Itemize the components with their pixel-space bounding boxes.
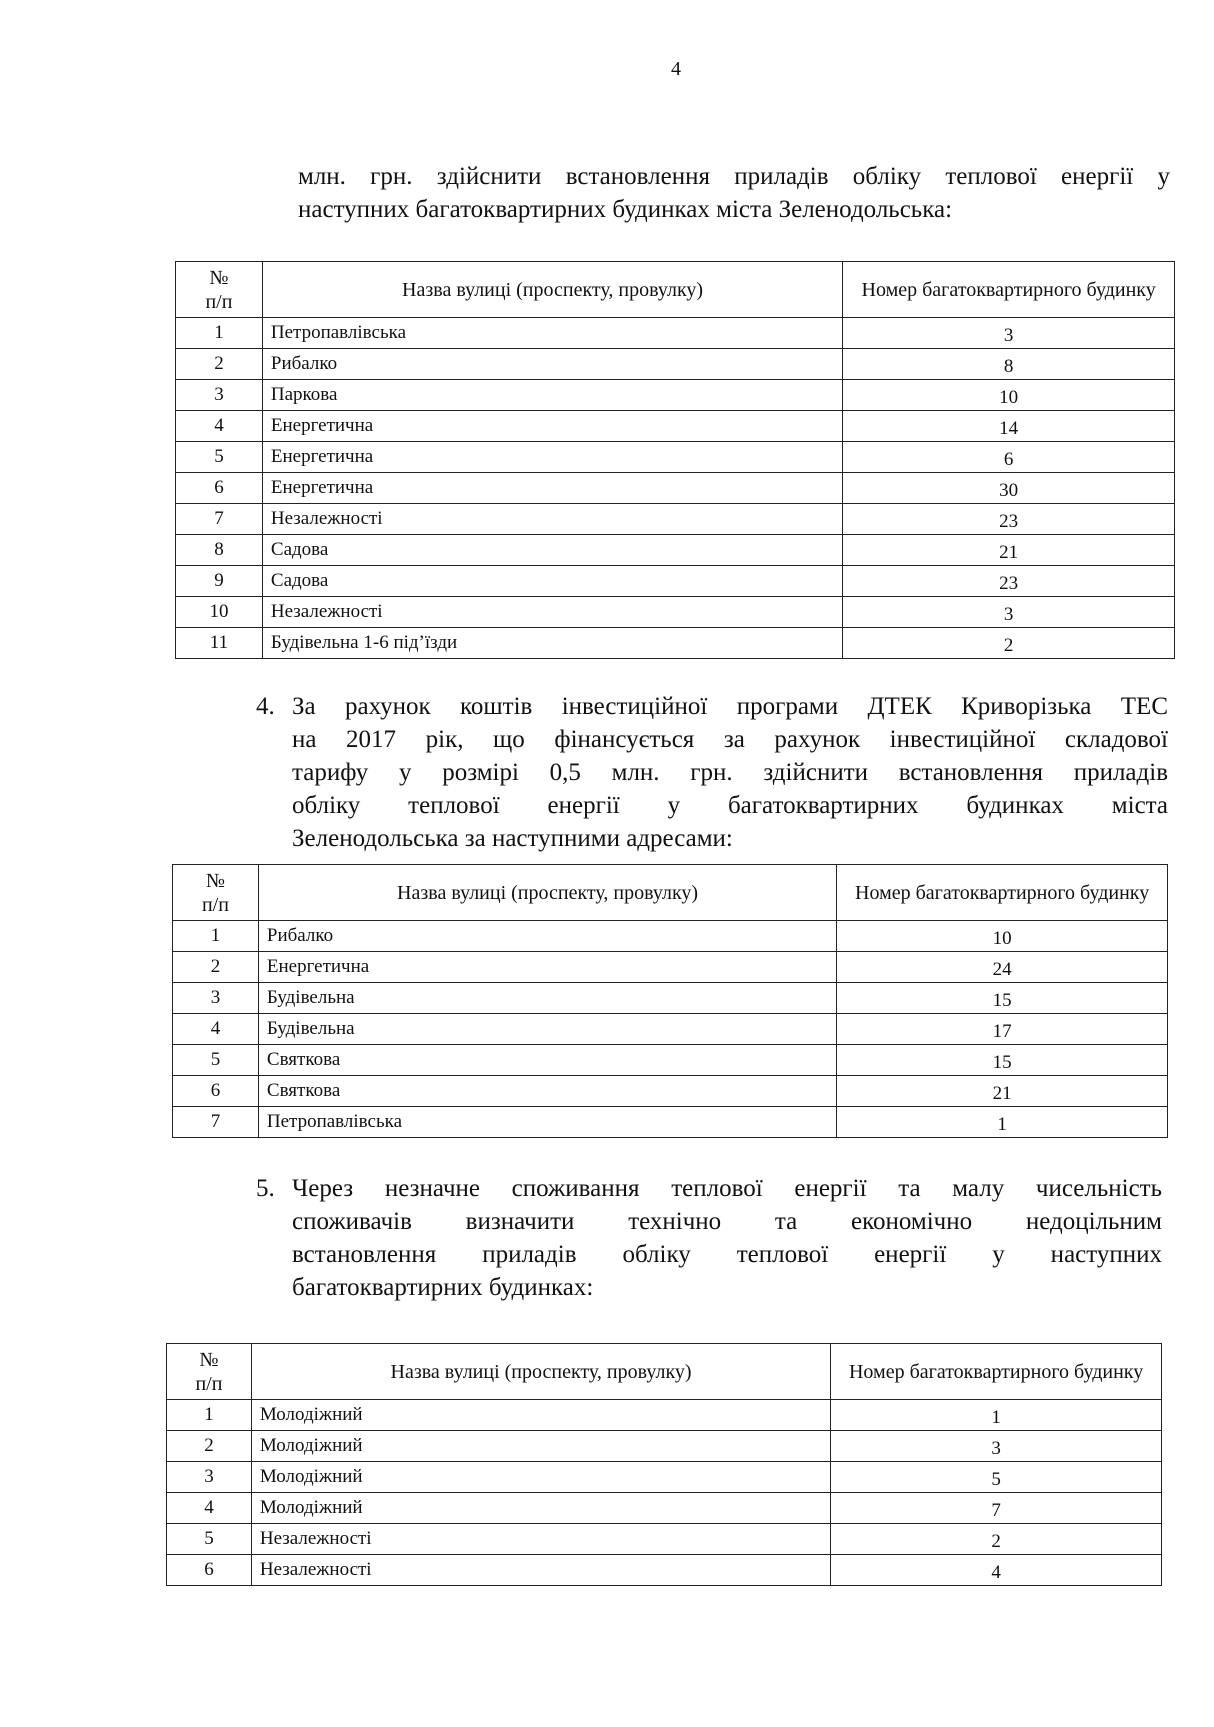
table-row [176, 411, 1175, 442]
house-number: 30 [843, 473, 1175, 504]
street-name: Молодіжний [251, 1462, 830, 1493]
row-number: 7 [176, 504, 263, 535]
paragraph-line: млн. грн. здійснити встановлення приладів обліку теплової енергії у [298, 163, 1170, 190]
table-row [176, 318, 1175, 349]
house-number: 21 [837, 1076, 1168, 1107]
street-name: Молодіжний [251, 1493, 830, 1524]
table-row [176, 628, 1175, 659]
paragraph-line: тарифу у розмірі 0,5 млн. грн. здійснити встановлення приладів [292, 759, 1168, 786]
row-number: 7 [173, 1107, 259, 1138]
header-street: Назва вулиці (проспекту, провулку) [262, 262, 842, 318]
house-number: 7 [831, 1493, 1162, 1524]
table-row [176, 504, 1175, 535]
row-number: 2 [173, 952, 259, 983]
street-name: Незалежності [262, 597, 842, 628]
house-number: 3 [843, 597, 1175, 628]
street-name: Петропавлівська [262, 318, 842, 349]
table-row [173, 1107, 1168, 1138]
row-number: 6 [176, 473, 263, 504]
table-row [167, 1462, 1162, 1493]
table-row [176, 380, 1175, 411]
table-row [173, 1076, 1168, 1107]
header-street: Назва вулиці (проспекту, провулку) [251, 1344, 830, 1400]
table-row [167, 1400, 1162, 1431]
street-name: Незалежності [251, 1555, 830, 1586]
paragraph-line: наступних багатоквартирних будинках міста Зеленодольська: [298, 196, 953, 223]
header-house: Номер багатоквартирного будинку [831, 1344, 1162, 1400]
paragraph-line: споживачів визначити технічно та економічно недоцільним [292, 1208, 1162, 1235]
row-number: 10 [176, 597, 263, 628]
header-street: Назва вулиці (проспекту, провулку) [258, 865, 836, 921]
house-number: 21 [843, 535, 1175, 566]
row-number: 6 [173, 1076, 259, 1107]
row-number: 1 [167, 1400, 252, 1431]
row-number: 1 [176, 318, 263, 349]
row-number: 4 [173, 1014, 259, 1045]
row-number: 9 [176, 566, 263, 597]
table-row [173, 921, 1168, 952]
row-number: 8 [176, 535, 263, 566]
row-number: 5 [176, 442, 263, 473]
table-header-row [176, 262, 1175, 318]
row-number: 5 [167, 1524, 252, 1555]
row-number: 4 [176, 411, 263, 442]
row-number: 11 [176, 628, 263, 659]
header-number: № п/п [176, 262, 263, 318]
street-name: Енергетична [258, 952, 836, 983]
paragraph-line: За рахунок коштів інвестиційної програми ДТЕК Криворізька ТЕС [292, 693, 1168, 720]
table-row [167, 1431, 1162, 1462]
table-row [167, 1493, 1162, 1524]
house-number: 10 [837, 921, 1168, 952]
street-name: Будівельна [258, 983, 836, 1014]
row-number: 3 [173, 983, 259, 1014]
row-number: 4 [167, 1493, 252, 1524]
paragraph-line: встановлення приладів обліку теплової енергії у наступних [292, 1241, 1162, 1268]
street-name: Енергетична [262, 411, 842, 442]
house-number: 14 [843, 411, 1175, 442]
street-name: Святкова [258, 1045, 836, 1076]
street-name: Енергетична [262, 473, 842, 504]
table-row [176, 473, 1175, 504]
header-house: Номер багатоквартирного будинку [837, 865, 1168, 921]
house-number: 3 [831, 1431, 1162, 1462]
paragraph-line: на 2017 рік, що фінансується за рахунок інвестиційної складової [292, 726, 1168, 753]
street-name: Молодіжний [251, 1400, 830, 1431]
row-number: 2 [167, 1431, 252, 1462]
header-house: Номер багатоквартирного будинку [843, 262, 1175, 318]
table-row [176, 597, 1175, 628]
meters-table-1 [175, 261, 1175, 659]
house-number: 15 [837, 1045, 1168, 1076]
table-row [176, 566, 1175, 597]
street-name: Молодіжний [251, 1431, 830, 1462]
house-number: 23 [843, 504, 1175, 535]
street-name: Будівельна [258, 1014, 836, 1045]
house-number: 3 [843, 318, 1175, 349]
house-number: 5 [831, 1462, 1162, 1493]
table-header-row [173, 865, 1168, 921]
street-name: Енергетична [262, 442, 842, 473]
house-number: 15 [837, 983, 1168, 1014]
paragraph-line: обліку теплової енергії у багатоквартирних будинках міста [292, 792, 1168, 819]
table-row [176, 535, 1175, 566]
meters-table-3 [166, 1343, 1162, 1586]
table-row [167, 1555, 1162, 1586]
house-number: 1 [837, 1107, 1168, 1138]
paragraph-line: багатоквартирних будинках: [292, 1274, 594, 1301]
house-number: 4 [831, 1555, 1162, 1586]
house-number: 6 [843, 442, 1175, 473]
street-name: Незалежності [251, 1524, 830, 1555]
row-number: 3 [167, 1462, 252, 1493]
paragraph-number: 5. [256, 1175, 275, 1202]
intro-paragraph [298, 160, 1170, 226]
street-name: Рибалко [258, 921, 836, 952]
header-number: № п/п [173, 865, 259, 921]
street-name: Святкова [258, 1076, 836, 1107]
table-header-row [167, 1344, 1162, 1400]
street-name: Садова [262, 566, 842, 597]
table-row [176, 349, 1175, 380]
street-name: Садова [262, 535, 842, 566]
street-name: Будівельна 1-6 під’їзди [262, 628, 842, 659]
street-name: Рибалко [262, 349, 842, 380]
house-number: 24 [837, 952, 1168, 983]
table-row [167, 1524, 1162, 1555]
house-number: 1 [831, 1400, 1162, 1431]
paragraph-line: Зеленодольська за наступними адресами: [292, 825, 733, 852]
house-number: 17 [837, 1014, 1168, 1045]
page-number: 4 [671, 58, 681, 80]
house-number: 2 [831, 1524, 1162, 1555]
table-row [173, 952, 1168, 983]
header-number: № п/п [167, 1344, 252, 1400]
meters-table-2 [172, 864, 1168, 1138]
house-number: 8 [843, 349, 1175, 380]
house-number: 2 [843, 628, 1175, 659]
street-name: Паркова [262, 380, 842, 411]
table-row [173, 1045, 1168, 1076]
row-number: 3 [176, 380, 263, 411]
house-number: 10 [843, 380, 1175, 411]
table-row [173, 983, 1168, 1014]
row-number: 1 [173, 921, 259, 952]
house-number: 23 [843, 566, 1175, 597]
table-row [173, 1014, 1168, 1045]
paragraph-number: 4. [256, 693, 275, 720]
row-number: 5 [173, 1045, 259, 1076]
row-number: 2 [176, 349, 263, 380]
street-name: Петропавлівська [258, 1107, 836, 1138]
row-number: 6 [167, 1555, 252, 1586]
table-row [176, 442, 1175, 473]
paragraph-line: Через незначне споживання теплової енергії та малу чисельність [292, 1175, 1162, 1202]
street-name: Незалежності [262, 504, 842, 535]
